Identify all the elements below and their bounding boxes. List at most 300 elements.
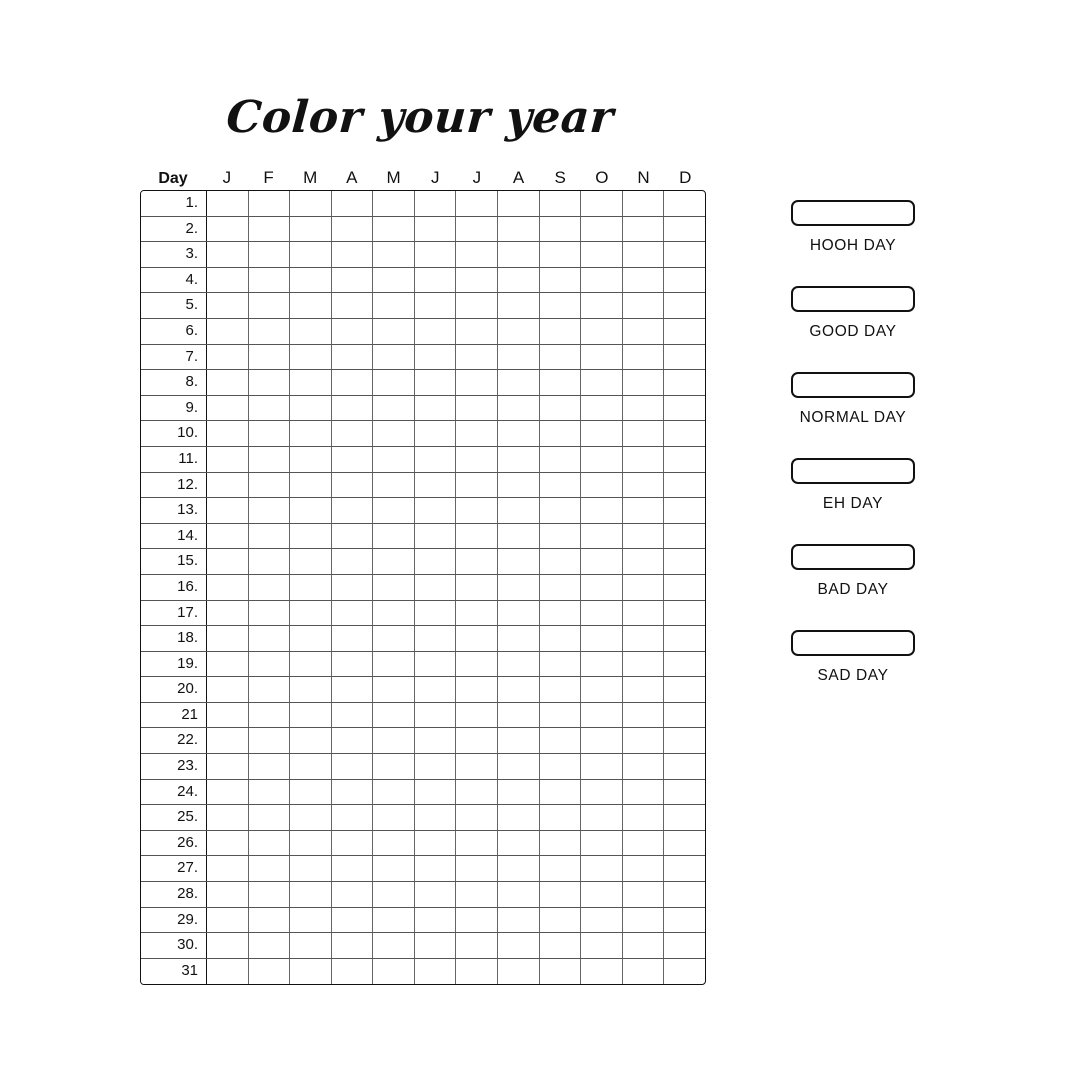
color-cell-4-12[interactable] bbox=[332, 473, 374, 498]
color-cell-6-10[interactable] bbox=[415, 421, 457, 446]
color-cell-5-7[interactable] bbox=[373, 345, 415, 370]
color-cell-2-23[interactable] bbox=[249, 754, 291, 779]
color-cell-2-1[interactable] bbox=[249, 191, 291, 216]
color-cell-4-13[interactable] bbox=[332, 498, 374, 523]
color-cell-2-18[interactable] bbox=[249, 626, 291, 651]
color-cell-8-6[interactable] bbox=[498, 319, 540, 344]
color-cell-12-30[interactable] bbox=[664, 933, 705, 958]
color-cell-10-21[interactable] bbox=[581, 703, 623, 728]
color-cell-3-2[interactable] bbox=[290, 217, 332, 242]
color-cell-7-13[interactable] bbox=[456, 498, 498, 523]
color-cell-6-27[interactable] bbox=[415, 856, 457, 881]
color-cell-5-5[interactable] bbox=[373, 293, 415, 318]
color-cell-9-29[interactable] bbox=[540, 908, 582, 933]
color-cell-1-19[interactable] bbox=[207, 652, 249, 677]
color-cell-8-19[interactable] bbox=[498, 652, 540, 677]
color-cell-6-18[interactable] bbox=[415, 626, 457, 651]
color-cell-4-8[interactable] bbox=[332, 370, 374, 395]
color-cell-7-16[interactable] bbox=[456, 575, 498, 600]
color-cell-1-1[interactable] bbox=[207, 191, 249, 216]
color-cell-11-17[interactable] bbox=[623, 601, 665, 626]
color-cell-8-5[interactable] bbox=[498, 293, 540, 318]
color-cell-10-15[interactable] bbox=[581, 549, 623, 574]
color-cell-2-20[interactable] bbox=[249, 677, 291, 702]
color-cell-1-30[interactable] bbox=[207, 933, 249, 958]
color-cell-3-22[interactable] bbox=[290, 728, 332, 753]
color-cell-6-13[interactable] bbox=[415, 498, 457, 523]
color-cell-10-1[interactable] bbox=[581, 191, 623, 216]
color-cell-3-16[interactable] bbox=[290, 575, 332, 600]
color-cell-6-4[interactable] bbox=[415, 268, 457, 293]
color-cell-4-5[interactable] bbox=[332, 293, 374, 318]
color-cell-12-8[interactable] bbox=[664, 370, 705, 395]
color-cell-6-14[interactable] bbox=[415, 524, 457, 549]
color-cell-2-27[interactable] bbox=[249, 856, 291, 881]
color-cell-2-12[interactable] bbox=[249, 473, 291, 498]
color-cell-2-8[interactable] bbox=[249, 370, 291, 395]
color-cell-10-10[interactable] bbox=[581, 421, 623, 446]
color-cell-10-20[interactable] bbox=[581, 677, 623, 702]
color-cell-3-28[interactable] bbox=[290, 882, 332, 907]
color-cell-9-14[interactable] bbox=[540, 524, 582, 549]
color-cell-8-14[interactable] bbox=[498, 524, 540, 549]
color-cell-4-1[interactable] bbox=[332, 191, 374, 216]
color-cell-11-2[interactable] bbox=[623, 217, 665, 242]
color-cell-9-4[interactable] bbox=[540, 268, 582, 293]
color-cell-7-18[interactable] bbox=[456, 626, 498, 651]
color-cell-12-12[interactable] bbox=[664, 473, 705, 498]
color-cell-5-17[interactable] bbox=[373, 601, 415, 626]
color-cell-10-12[interactable] bbox=[581, 473, 623, 498]
color-cell-1-3[interactable] bbox=[207, 242, 249, 267]
color-cell-4-17[interactable] bbox=[332, 601, 374, 626]
color-cell-2-5[interactable] bbox=[249, 293, 291, 318]
color-cell-6-20[interactable] bbox=[415, 677, 457, 702]
color-cell-10-16[interactable] bbox=[581, 575, 623, 600]
color-cell-9-24[interactable] bbox=[540, 780, 582, 805]
color-cell-3-4[interactable] bbox=[290, 268, 332, 293]
color-cell-9-5[interactable] bbox=[540, 293, 582, 318]
color-cell-5-2[interactable] bbox=[373, 217, 415, 242]
color-cell-6-23[interactable] bbox=[415, 754, 457, 779]
color-cell-8-17[interactable] bbox=[498, 601, 540, 626]
color-cell-11-30[interactable] bbox=[623, 933, 665, 958]
color-cell-1-6[interactable] bbox=[207, 319, 249, 344]
color-cell-11-9[interactable] bbox=[623, 396, 665, 421]
color-cell-2-2[interactable] bbox=[249, 217, 291, 242]
color-cell-8-8[interactable] bbox=[498, 370, 540, 395]
color-cell-3-12[interactable] bbox=[290, 473, 332, 498]
color-cell-3-31[interactable] bbox=[290, 959, 332, 985]
color-cell-9-6[interactable] bbox=[540, 319, 582, 344]
color-cell-7-6[interactable] bbox=[456, 319, 498, 344]
color-cell-3-5[interactable] bbox=[290, 293, 332, 318]
color-cell-10-23[interactable] bbox=[581, 754, 623, 779]
legend-color-swatch[interactable] bbox=[791, 544, 915, 570]
color-cell-12-5[interactable] bbox=[664, 293, 705, 318]
color-cell-8-22[interactable] bbox=[498, 728, 540, 753]
color-cell-11-18[interactable] bbox=[623, 626, 665, 651]
color-cell-6-29[interactable] bbox=[415, 908, 457, 933]
color-cell-9-23[interactable] bbox=[540, 754, 582, 779]
color-cell-12-18[interactable] bbox=[664, 626, 705, 651]
color-cell-11-27[interactable] bbox=[623, 856, 665, 881]
color-cell-2-6[interactable] bbox=[249, 319, 291, 344]
color-cell-11-6[interactable] bbox=[623, 319, 665, 344]
color-cell-1-7[interactable] bbox=[207, 345, 249, 370]
color-cell-10-9[interactable] bbox=[581, 396, 623, 421]
color-cell-12-1[interactable] bbox=[664, 191, 705, 216]
color-cell-3-29[interactable] bbox=[290, 908, 332, 933]
color-cell-8-31[interactable] bbox=[498, 959, 540, 985]
color-cell-1-14[interactable] bbox=[207, 524, 249, 549]
color-cell-10-8[interactable] bbox=[581, 370, 623, 395]
color-cell-2-19[interactable] bbox=[249, 652, 291, 677]
color-cell-10-28[interactable] bbox=[581, 882, 623, 907]
color-cell-5-10[interactable] bbox=[373, 421, 415, 446]
color-cell-9-13[interactable] bbox=[540, 498, 582, 523]
color-cell-10-4[interactable] bbox=[581, 268, 623, 293]
color-cell-4-11[interactable] bbox=[332, 447, 374, 472]
color-cell-2-29[interactable] bbox=[249, 908, 291, 933]
color-cell-12-29[interactable] bbox=[664, 908, 705, 933]
color-cell-8-23[interactable] bbox=[498, 754, 540, 779]
color-cell-9-20[interactable] bbox=[540, 677, 582, 702]
color-cell-10-5[interactable] bbox=[581, 293, 623, 318]
color-cell-3-17[interactable] bbox=[290, 601, 332, 626]
color-cell-7-31[interactable] bbox=[456, 959, 498, 985]
color-cell-6-16[interactable] bbox=[415, 575, 457, 600]
color-cell-5-19[interactable] bbox=[373, 652, 415, 677]
color-cell-2-15[interactable] bbox=[249, 549, 291, 574]
color-cell-3-8[interactable] bbox=[290, 370, 332, 395]
color-cell-4-14[interactable] bbox=[332, 524, 374, 549]
color-cell-11-21[interactable] bbox=[623, 703, 665, 728]
color-cell-10-14[interactable] bbox=[581, 524, 623, 549]
color-cell-10-27[interactable] bbox=[581, 856, 623, 881]
color-cell-4-24[interactable] bbox=[332, 780, 374, 805]
color-cell-1-11[interactable] bbox=[207, 447, 249, 472]
color-cell-10-25[interactable] bbox=[581, 805, 623, 830]
color-cell-9-10[interactable] bbox=[540, 421, 582, 446]
color-cell-9-31[interactable] bbox=[540, 959, 582, 985]
color-cell-7-17[interactable] bbox=[456, 601, 498, 626]
color-cell-6-2[interactable] bbox=[415, 217, 457, 242]
color-cell-9-9[interactable] bbox=[540, 396, 582, 421]
color-cell-7-28[interactable] bbox=[456, 882, 498, 907]
color-cell-6-7[interactable] bbox=[415, 345, 457, 370]
color-cell-5-9[interactable] bbox=[373, 396, 415, 421]
color-cell-12-19[interactable] bbox=[664, 652, 705, 677]
color-cell-10-6[interactable] bbox=[581, 319, 623, 344]
color-cell-8-12[interactable] bbox=[498, 473, 540, 498]
color-cell-3-11[interactable] bbox=[290, 447, 332, 472]
color-cell-10-13[interactable] bbox=[581, 498, 623, 523]
color-cell-7-3[interactable] bbox=[456, 242, 498, 267]
color-cell-12-25[interactable] bbox=[664, 805, 705, 830]
color-cell-6-28[interactable] bbox=[415, 882, 457, 907]
color-cell-3-6[interactable] bbox=[290, 319, 332, 344]
color-cell-9-21[interactable] bbox=[540, 703, 582, 728]
color-cell-3-20[interactable] bbox=[290, 677, 332, 702]
color-cell-4-3[interactable] bbox=[332, 242, 374, 267]
color-cell-11-1[interactable] bbox=[623, 191, 665, 216]
color-cell-1-22[interactable] bbox=[207, 728, 249, 753]
color-cell-2-14[interactable] bbox=[249, 524, 291, 549]
color-cell-1-12[interactable] bbox=[207, 473, 249, 498]
color-cell-6-11[interactable] bbox=[415, 447, 457, 472]
color-cell-4-21[interactable] bbox=[332, 703, 374, 728]
color-cell-3-15[interactable] bbox=[290, 549, 332, 574]
color-cell-6-21[interactable] bbox=[415, 703, 457, 728]
color-cell-11-24[interactable] bbox=[623, 780, 665, 805]
color-cell-12-2[interactable] bbox=[664, 217, 705, 242]
color-cell-4-25[interactable] bbox=[332, 805, 374, 830]
color-cell-11-23[interactable] bbox=[623, 754, 665, 779]
color-cell-7-9[interactable] bbox=[456, 396, 498, 421]
color-cell-2-16[interactable] bbox=[249, 575, 291, 600]
color-cell-3-26[interactable] bbox=[290, 831, 332, 856]
color-cell-5-12[interactable] bbox=[373, 473, 415, 498]
color-cell-9-3[interactable] bbox=[540, 242, 582, 267]
color-cell-2-31[interactable] bbox=[249, 959, 291, 985]
color-cell-6-31[interactable] bbox=[415, 959, 457, 985]
color-cell-4-16[interactable] bbox=[332, 575, 374, 600]
color-cell-11-3[interactable] bbox=[623, 242, 665, 267]
color-cell-10-30[interactable] bbox=[581, 933, 623, 958]
color-cell-12-15[interactable] bbox=[664, 549, 705, 574]
color-cell-7-25[interactable] bbox=[456, 805, 498, 830]
color-cell-8-15[interactable] bbox=[498, 549, 540, 574]
color-cell-7-7[interactable] bbox=[456, 345, 498, 370]
color-cell-12-28[interactable] bbox=[664, 882, 705, 907]
color-cell-8-27[interactable] bbox=[498, 856, 540, 881]
color-cell-11-12[interactable] bbox=[623, 473, 665, 498]
color-cell-5-14[interactable] bbox=[373, 524, 415, 549]
color-cell-9-7[interactable] bbox=[540, 345, 582, 370]
color-cell-2-4[interactable] bbox=[249, 268, 291, 293]
color-cell-1-31[interactable] bbox=[207, 959, 249, 985]
color-cell-11-20[interactable] bbox=[623, 677, 665, 702]
color-cell-3-19[interactable] bbox=[290, 652, 332, 677]
color-cell-2-30[interactable] bbox=[249, 933, 291, 958]
color-cell-11-8[interactable] bbox=[623, 370, 665, 395]
color-cell-7-14[interactable] bbox=[456, 524, 498, 549]
color-cell-7-24[interactable] bbox=[456, 780, 498, 805]
legend-color-swatch[interactable] bbox=[791, 458, 915, 484]
color-cell-9-30[interactable] bbox=[540, 933, 582, 958]
color-cell-7-11[interactable] bbox=[456, 447, 498, 472]
color-cell-7-26[interactable] bbox=[456, 831, 498, 856]
color-cell-5-11[interactable] bbox=[373, 447, 415, 472]
color-cell-12-7[interactable] bbox=[664, 345, 705, 370]
color-cell-12-26[interactable] bbox=[664, 831, 705, 856]
color-cell-7-8[interactable] bbox=[456, 370, 498, 395]
color-cell-9-19[interactable] bbox=[540, 652, 582, 677]
color-cell-10-26[interactable] bbox=[581, 831, 623, 856]
color-cell-11-11[interactable] bbox=[623, 447, 665, 472]
color-cell-1-20[interactable] bbox=[207, 677, 249, 702]
color-cell-3-10[interactable] bbox=[290, 421, 332, 446]
color-cell-3-27[interactable] bbox=[290, 856, 332, 881]
color-cell-3-24[interactable] bbox=[290, 780, 332, 805]
color-cell-4-23[interactable] bbox=[332, 754, 374, 779]
color-cell-9-22[interactable] bbox=[540, 728, 582, 753]
color-cell-1-23[interactable] bbox=[207, 754, 249, 779]
color-cell-12-4[interactable] bbox=[664, 268, 705, 293]
color-cell-11-29[interactable] bbox=[623, 908, 665, 933]
color-cell-9-11[interactable] bbox=[540, 447, 582, 472]
color-cell-9-18[interactable] bbox=[540, 626, 582, 651]
color-cell-5-16[interactable] bbox=[373, 575, 415, 600]
legend-color-swatch[interactable] bbox=[791, 286, 915, 312]
color-cell-9-2[interactable] bbox=[540, 217, 582, 242]
color-cell-6-12[interactable] bbox=[415, 473, 457, 498]
color-cell-8-4[interactable] bbox=[498, 268, 540, 293]
color-cell-7-21[interactable] bbox=[456, 703, 498, 728]
color-cell-5-4[interactable] bbox=[373, 268, 415, 293]
color-cell-12-31[interactable] bbox=[664, 959, 705, 985]
color-cell-4-22[interactable] bbox=[332, 728, 374, 753]
color-cell-4-6[interactable] bbox=[332, 319, 374, 344]
color-cell-12-6[interactable] bbox=[664, 319, 705, 344]
color-cell-8-10[interactable] bbox=[498, 421, 540, 446]
color-cell-2-7[interactable] bbox=[249, 345, 291, 370]
color-cell-2-10[interactable] bbox=[249, 421, 291, 446]
color-cell-2-21[interactable] bbox=[249, 703, 291, 728]
color-cell-1-25[interactable] bbox=[207, 805, 249, 830]
color-cell-12-9[interactable] bbox=[664, 396, 705, 421]
color-cell-8-26[interactable] bbox=[498, 831, 540, 856]
color-cell-1-13[interactable] bbox=[207, 498, 249, 523]
color-cell-5-18[interactable] bbox=[373, 626, 415, 651]
color-cell-9-16[interactable] bbox=[540, 575, 582, 600]
color-cell-6-19[interactable] bbox=[415, 652, 457, 677]
color-cell-1-10[interactable] bbox=[207, 421, 249, 446]
color-cell-7-20[interactable] bbox=[456, 677, 498, 702]
color-cell-12-27[interactable] bbox=[664, 856, 705, 881]
color-cell-4-15[interactable] bbox=[332, 549, 374, 574]
color-cell-11-10[interactable] bbox=[623, 421, 665, 446]
color-cell-8-3[interactable] bbox=[498, 242, 540, 267]
color-cell-4-31[interactable] bbox=[332, 959, 374, 985]
color-cell-5-25[interactable] bbox=[373, 805, 415, 830]
color-cell-12-11[interactable] bbox=[664, 447, 705, 472]
color-cell-3-9[interactable] bbox=[290, 396, 332, 421]
color-cell-6-25[interactable] bbox=[415, 805, 457, 830]
color-cell-7-2[interactable] bbox=[456, 217, 498, 242]
color-cell-8-20[interactable] bbox=[498, 677, 540, 702]
color-cell-8-7[interactable] bbox=[498, 345, 540, 370]
color-cell-5-29[interactable] bbox=[373, 908, 415, 933]
color-cell-4-27[interactable] bbox=[332, 856, 374, 881]
color-cell-11-22[interactable] bbox=[623, 728, 665, 753]
color-cell-11-31[interactable] bbox=[623, 959, 665, 985]
color-cell-5-30[interactable] bbox=[373, 933, 415, 958]
color-cell-8-29[interactable] bbox=[498, 908, 540, 933]
color-cell-12-22[interactable] bbox=[664, 728, 705, 753]
color-cell-4-29[interactable] bbox=[332, 908, 374, 933]
color-cell-7-15[interactable] bbox=[456, 549, 498, 574]
color-cell-7-22[interactable] bbox=[456, 728, 498, 753]
color-cell-11-19[interactable] bbox=[623, 652, 665, 677]
color-cell-11-13[interactable] bbox=[623, 498, 665, 523]
color-cell-1-21[interactable] bbox=[207, 703, 249, 728]
color-cell-7-10[interactable] bbox=[456, 421, 498, 446]
color-cell-12-24[interactable] bbox=[664, 780, 705, 805]
color-cell-11-14[interactable] bbox=[623, 524, 665, 549]
color-cell-1-18[interactable] bbox=[207, 626, 249, 651]
color-cell-6-15[interactable] bbox=[415, 549, 457, 574]
color-cell-12-13[interactable] bbox=[664, 498, 705, 523]
color-cell-6-9[interactable] bbox=[415, 396, 457, 421]
color-cell-11-28[interactable] bbox=[623, 882, 665, 907]
color-cell-4-20[interactable] bbox=[332, 677, 374, 702]
color-cell-5-1[interactable] bbox=[373, 191, 415, 216]
color-cell-4-10[interactable] bbox=[332, 421, 374, 446]
color-cell-11-5[interactable] bbox=[623, 293, 665, 318]
color-cell-3-18[interactable] bbox=[290, 626, 332, 651]
color-cell-12-20[interactable] bbox=[664, 677, 705, 702]
color-cell-3-23[interactable] bbox=[290, 754, 332, 779]
color-cell-5-20[interactable] bbox=[373, 677, 415, 702]
color-cell-5-27[interactable] bbox=[373, 856, 415, 881]
color-cell-2-13[interactable] bbox=[249, 498, 291, 523]
color-cell-8-28[interactable] bbox=[498, 882, 540, 907]
color-cell-4-4[interactable] bbox=[332, 268, 374, 293]
color-cell-1-2[interactable] bbox=[207, 217, 249, 242]
color-cell-1-9[interactable] bbox=[207, 396, 249, 421]
color-cell-6-26[interactable] bbox=[415, 831, 457, 856]
color-cell-4-30[interactable] bbox=[332, 933, 374, 958]
color-cell-3-25[interactable] bbox=[290, 805, 332, 830]
color-cell-11-15[interactable] bbox=[623, 549, 665, 574]
color-cell-8-24[interactable] bbox=[498, 780, 540, 805]
color-cell-1-29[interactable] bbox=[207, 908, 249, 933]
color-cell-10-19[interactable] bbox=[581, 652, 623, 677]
color-cell-2-3[interactable] bbox=[249, 242, 291, 267]
color-cell-7-29[interactable] bbox=[456, 908, 498, 933]
color-cell-6-24[interactable] bbox=[415, 780, 457, 805]
color-cell-11-26[interactable] bbox=[623, 831, 665, 856]
color-cell-1-28[interactable] bbox=[207, 882, 249, 907]
color-cell-6-5[interactable] bbox=[415, 293, 457, 318]
color-cell-5-15[interactable] bbox=[373, 549, 415, 574]
color-cell-7-23[interactable] bbox=[456, 754, 498, 779]
color-cell-12-10[interactable] bbox=[664, 421, 705, 446]
color-cell-12-21[interactable] bbox=[664, 703, 705, 728]
color-cell-6-30[interactable] bbox=[415, 933, 457, 958]
color-cell-3-30[interactable] bbox=[290, 933, 332, 958]
color-cell-8-30[interactable] bbox=[498, 933, 540, 958]
color-cell-3-3[interactable] bbox=[290, 242, 332, 267]
color-cell-10-18[interactable] bbox=[581, 626, 623, 651]
color-cell-8-9[interactable] bbox=[498, 396, 540, 421]
color-cell-6-1[interactable] bbox=[415, 191, 457, 216]
color-cell-6-22[interactable] bbox=[415, 728, 457, 753]
color-cell-7-12[interactable] bbox=[456, 473, 498, 498]
color-cell-9-8[interactable] bbox=[540, 370, 582, 395]
color-cell-3-1[interactable] bbox=[290, 191, 332, 216]
color-cell-3-7[interactable] bbox=[290, 345, 332, 370]
color-cell-2-9[interactable] bbox=[249, 396, 291, 421]
color-cell-7-1[interactable] bbox=[456, 191, 498, 216]
color-cell-9-25[interactable] bbox=[540, 805, 582, 830]
color-cell-1-24[interactable] bbox=[207, 780, 249, 805]
color-cell-9-27[interactable] bbox=[540, 856, 582, 881]
color-cell-12-3[interactable] bbox=[664, 242, 705, 267]
color-cell-7-4[interactable] bbox=[456, 268, 498, 293]
